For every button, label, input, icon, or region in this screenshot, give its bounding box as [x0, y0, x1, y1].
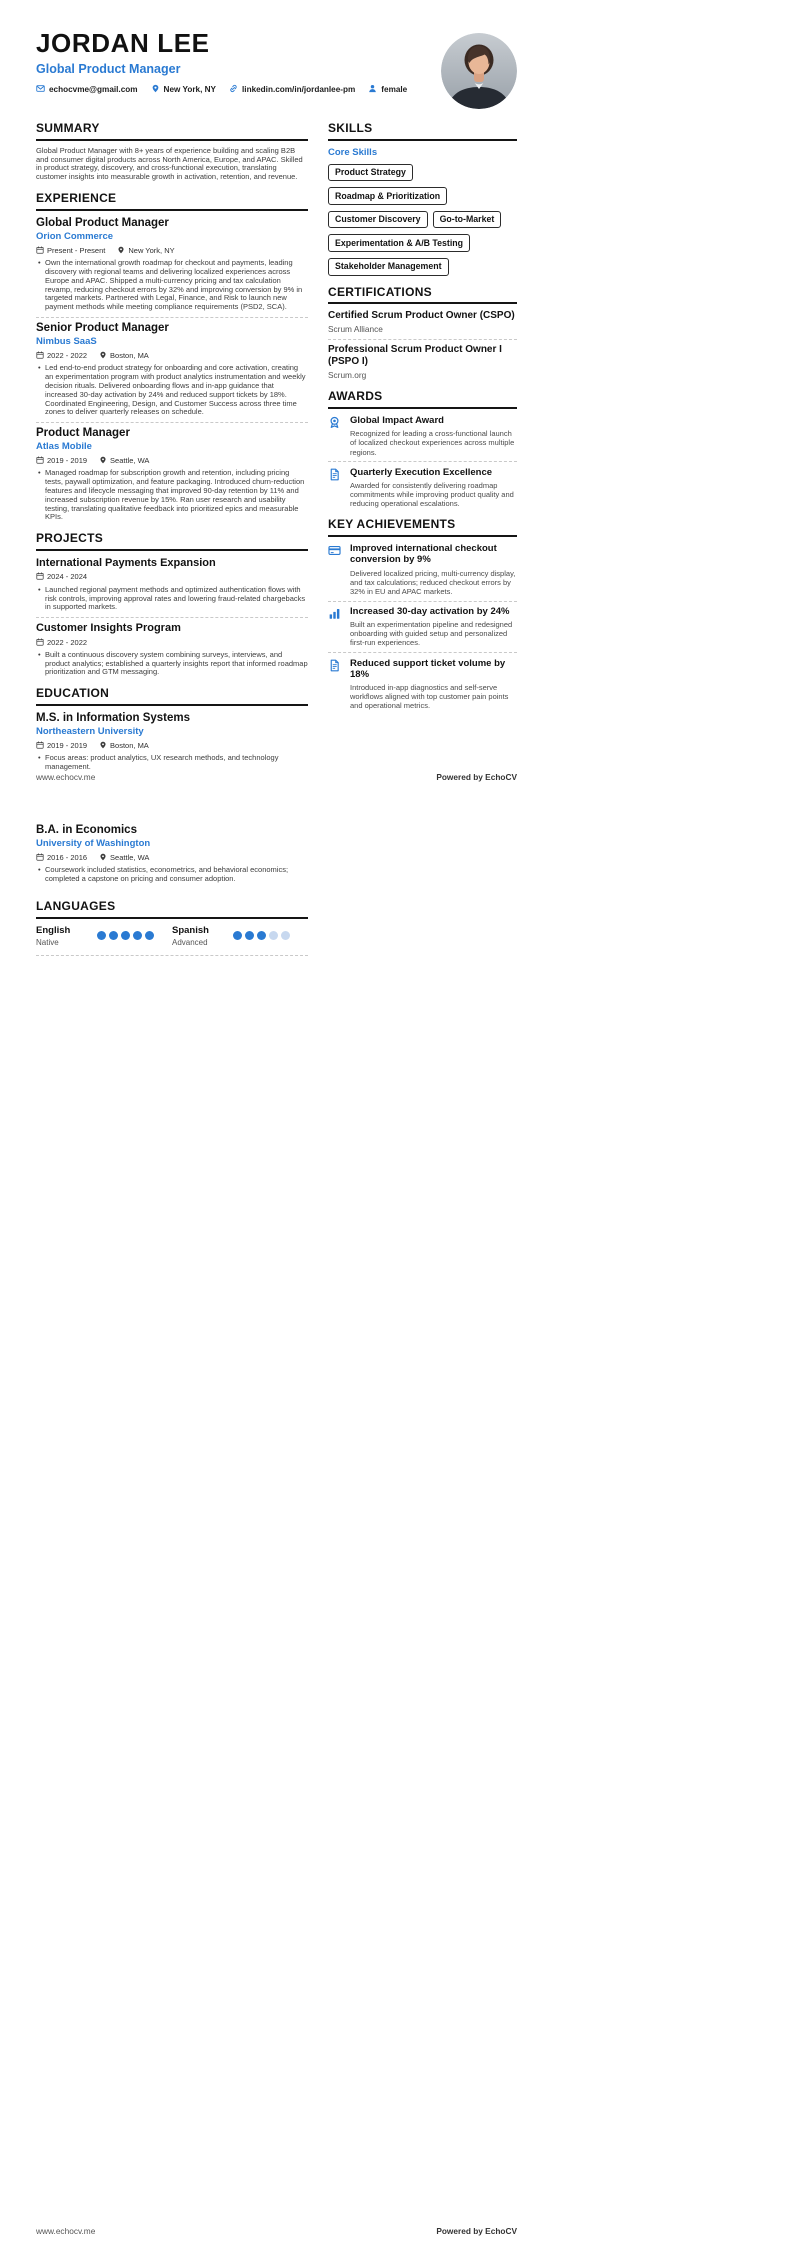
award-body [350, 415, 517, 457]
achievement-description: Delivered localized pricing, multi-currency display, and tax calculations; reduced checkout errors by 32% in EU and APAC markets. [350, 568, 516, 596]
experience-dates-text: 2022 - 2022 [47, 350, 88, 360]
skill-pill: Stakeholder Management [328, 258, 449, 276]
language-level: Native [36, 937, 59, 947]
project-bullet: • Built a continuous discovery system combining surveys, interviews, and product analytics; established a quarterly insights report that informed roadmap prioritization and GTM messaging. [36, 651, 308, 678]
skill-pills [328, 164, 517, 276]
experience-company: Nimbus SaaS [36, 335, 97, 347]
education-location-text: Boston, MA [110, 740, 149, 750]
education-bullet: • Coursework included statistics, econometrics, and behavioral economics; completed a capstone on pricing and consumer adoption. [36, 866, 308, 884]
project-title: International Payments Expansion [36, 557, 216, 570]
section-certifications [328, 286, 517, 381]
separator [36, 317, 308, 318]
email-icon [36, 84, 45, 95]
calendar-icon [36, 351, 44, 361]
award-body [350, 467, 517, 509]
summary-heading: SUMMARY [36, 122, 308, 141]
education-meta [36, 741, 308, 751]
left-column [36, 122, 308, 782]
award-title: Quarterly Execution Excellence [350, 466, 493, 478]
footer-powered-by: Powered by EchoCV [436, 772, 517, 782]
person-icon [368, 84, 377, 95]
right-column [328, 122, 517, 782]
experience-dates [36, 351, 87, 361]
achievement-item [328, 658, 517, 711]
experience-dates [36, 456, 87, 466]
calendar-icon [36, 638, 44, 648]
page-1 [0, 0, 794, 792]
separator [328, 652, 517, 653]
education-bullet: • Focus areas: product analytics, UX research methods, and technology management. [36, 754, 308, 772]
project-item [36, 622, 308, 677]
certifications-heading: CERTIFICATIONS [328, 286, 517, 305]
footer-website: www.echocv.me [36, 2226, 96, 2236]
certification-item [328, 310, 517, 334]
pin-icon [117, 246, 125, 256]
certification-issuer: Scrum Alliance [328, 324, 383, 335]
project-item [36, 557, 308, 612]
contact-linkedin-text: linkedin.com/in/jordanlee-pm [242, 85, 356, 95]
page-2 [0, 792, 794, 2246]
avatar [441, 33, 517, 109]
achievement-item [328, 543, 517, 596]
contact-email [36, 84, 138, 95]
project-meta [36, 572, 308, 582]
contact-gender-text: female [381, 85, 408, 95]
education-school: Northeastern University [36, 725, 144, 737]
project-bullet: • Launched regional payment methods and optimized authentication flows with risk controls, improving approval rates and lowering fraud-related chargebacks in supported markets. [36, 586, 308, 613]
location-pin-icon [151, 84, 160, 95]
experience-heading: EXPERIENCE [36, 192, 308, 211]
skills-heading: SKILLS [328, 122, 517, 141]
pin-icon [99, 741, 107, 751]
bar-chart-icon [328, 606, 343, 625]
section-projects [36, 532, 308, 677]
contact-location [151, 84, 216, 95]
education-item [36, 712, 308, 772]
education-meta [36, 853, 308, 863]
page-1-content [0, 0, 517, 782]
summary-text: Global Product Manager with 8+ years of experience building and scaling B2B and consumer digital products across North America, Europe, and APAC. Skilled in product strategy, discovery, and cross-functional execution, translating customer insights into measurable growth in activation, retention, and revenue. [36, 145, 303, 182]
pin-icon [99, 351, 107, 361]
awards-heading: AWARDS [328, 390, 517, 409]
certification-name: Professional Scrum Product Owner I (PSPO I) [328, 344, 502, 368]
contact-row [36, 84, 407, 95]
project-dates-text: 2022 - 2022 [47, 637, 88, 647]
certification-name: Certified Scrum Product Owner (CSPO) [328, 310, 515, 322]
project-dates [36, 638, 87, 648]
experience-location [99, 456, 149, 466]
calendar-icon [36, 456, 44, 466]
page-2-content [0, 792, 517, 956]
language-item [172, 925, 308, 947]
education-heading: EDUCATION [36, 687, 308, 706]
separator [328, 601, 517, 602]
experience-dates [36, 246, 105, 256]
skill-pill: Experimentation & A/B Testing [328, 234, 470, 252]
award-description: Recognized for leading a cross-functional launch of localized checkout experiences across multiple regions. [350, 429, 515, 457]
project-dates-text: 2024 - 2024 [47, 572, 88, 582]
award-title: Global Impact Award [350, 415, 444, 427]
pin-icon [99, 456, 107, 466]
projects-heading: PROJECTS [36, 532, 308, 551]
pin-icon [99, 853, 107, 863]
calendar-icon [36, 572, 44, 582]
experience-title: Product Manager [36, 427, 130, 440]
experience-company: Orion Commerce [36, 230, 114, 242]
experience-meta [36, 456, 308, 466]
document-icon [328, 658, 343, 677]
footer-website: www.echocv.me [36, 772, 96, 782]
education-dates-text: 2019 - 2019 [47, 740, 88, 750]
education-degree: M.S. in Information Systems [36, 712, 190, 725]
experience-location-text: Seattle, WA [110, 455, 150, 465]
separator [328, 461, 517, 462]
left-column-continued [36, 824, 308, 956]
experience-bullet: • Managed roadmap for subscription growth and retention, including pricing tests, paywall optimization, and feature packaging. Introduced churn-reduction features and lifecycle messaging that improved 90-day retention by 11% and increased subscription revenue by 15%. Ran user research and usability testing, translating qualitative feedback into prioritized epics and measurable KPIs. [36, 469, 308, 522]
achievement-item [328, 606, 517, 648]
language-rating [97, 931, 154, 940]
education-dates-text: 2016 - 2016 [47, 852, 88, 862]
education-location [99, 741, 149, 751]
education-item [36, 824, 308, 884]
section-education-continued [36, 824, 308, 884]
award-item [328, 467, 517, 509]
education-degree: B.A. in Economics [36, 824, 137, 836]
language-name: English [36, 924, 71, 936]
header [36, 30, 517, 109]
medal-icon [328, 415, 343, 434]
separator [328, 339, 517, 340]
language-level: Advanced [172, 937, 208, 947]
section-achievements [328, 518, 517, 710]
skill-pill: Product Strategy [328, 164, 413, 182]
award-description: Awarded for consistently delivering roadmap commitments while improving product quality and reducing operational escalations. [350, 480, 514, 509]
experience-dates-text: Present - Present [47, 245, 106, 255]
footer-powered-by: Powered by EchoCV [436, 2226, 517, 2236]
achievement-body [350, 543, 517, 596]
calendar-icon [36, 741, 44, 751]
link-icon [229, 84, 238, 95]
section-education [36, 687, 308, 772]
page-2-footer [36, 2226, 517, 2236]
candidate-name: JORDAN LEE [36, 28, 210, 58]
achievement-title: Increased 30-day activation by 24% [350, 606, 510, 617]
achievement-body [350, 658, 517, 711]
separator [36, 955, 308, 956]
education-location-text: Seattle, WA [110, 852, 150, 862]
education-school: University of Washington [36, 837, 151, 849]
contact-location-text: New York, NY [163, 85, 217, 95]
certification-issuer: Scrum.org [328, 370, 367, 381]
experience-dates-text: 2019 - 2019 [47, 455, 88, 465]
section-summary [36, 122, 308, 182]
experience-title: Global Product Manager [36, 216, 169, 229]
experience-item [36, 217, 308, 312]
skills-group-label: Core Skills [328, 146, 378, 158]
experience-location-text: New York, NY [128, 245, 175, 255]
education-dates [36, 741, 87, 751]
contact-linkedin [229, 84, 355, 95]
experience-bullet: • Own the international growth roadmap for checkout and payments, leading discovery with regional teams and delivering localized experiences across Europe and APAC. Shipped a multi-currency pricing and tax calculation revamp, reducing checkout errors by 32% and improving conversion by 9% in targeted markets. Partnered with Legal, Finance, and Risk to launch new payment methods while meeting compliance requirements (PSD2, SCA). [36, 259, 308, 312]
language-text [172, 925, 224, 947]
experience-title: Senior Product Manager [36, 322, 169, 335]
section-skills [328, 122, 517, 276]
achievement-description: Introduced in-app diagnostics and self-serve workflows aligned with top customer pain points and operational metrics. [350, 683, 509, 711]
section-languages [36, 900, 308, 956]
experience-meta [36, 246, 308, 256]
separator [36, 422, 308, 423]
certification-item [328, 344, 517, 380]
experience-item [36, 322, 308, 417]
achievement-title: Reduced support ticket volume by 18% [350, 657, 506, 680]
education-location [99, 853, 149, 863]
project-meta [36, 638, 308, 648]
candidate-title: Global Product Manager [36, 62, 181, 77]
experience-company: Atlas Mobile [36, 441, 92, 453]
experience-location [99, 351, 149, 361]
project-dates [36, 572, 87, 582]
experience-item [36, 427, 308, 522]
document-icon [328, 467, 343, 486]
language-rating [233, 931, 290, 940]
experience-bullet: • Led end-to-end product strategy for onboarding and core activation, creating an experimentation program with product analytics instrumentation and weekly decision rituals. Delivered onboarding flows and in-app guidance that increased 30-day activation by 24% and reduced support tickets by 18%. Coordinated Engineering, Design, and Customer Success across three time zones to deliver quarterly releases on schedule. [36, 364, 308, 417]
page-1-footer [36, 772, 517, 782]
achievement-body [350, 606, 517, 648]
header-text [36, 30, 407, 95]
languages-row [36, 925, 308, 947]
credit-card-icon [328, 543, 343, 562]
columns [36, 122, 517, 782]
experience-meta [36, 351, 308, 361]
skill-pill: Go-to-Market [433, 211, 502, 229]
project-title: Customer Insights Program [36, 622, 181, 635]
award-item [328, 415, 517, 457]
language-text [36, 925, 88, 947]
achievements-heading: KEY ACHIEVEMENTS [328, 518, 517, 537]
achievement-title: Improved international checkout conversion by 9% [350, 543, 497, 566]
contact-gender [368, 84, 407, 95]
section-experience [36, 192, 308, 522]
achievement-description: Built an experimentation pipeline and redesigned onboarding with guided setup and personalized first-run experiences. [350, 620, 513, 648]
skill-pill: Roadmap & Prioritization [328, 187, 447, 205]
experience-location-text: Boston, MA [110, 350, 149, 360]
contact-email-text: echocvme@gmail.com [49, 85, 138, 95]
experience-location [117, 246, 174, 256]
section-awards [328, 390, 517, 508]
languages-heading: LANGUAGES [36, 900, 308, 919]
calendar-icon [36, 246, 44, 256]
calendar-icon [36, 853, 44, 863]
language-name: Spanish [172, 924, 209, 936]
education-dates [36, 853, 87, 863]
skill-pill: Customer Discovery [328, 211, 428, 229]
separator [36, 617, 308, 618]
language-item [36, 925, 172, 947]
